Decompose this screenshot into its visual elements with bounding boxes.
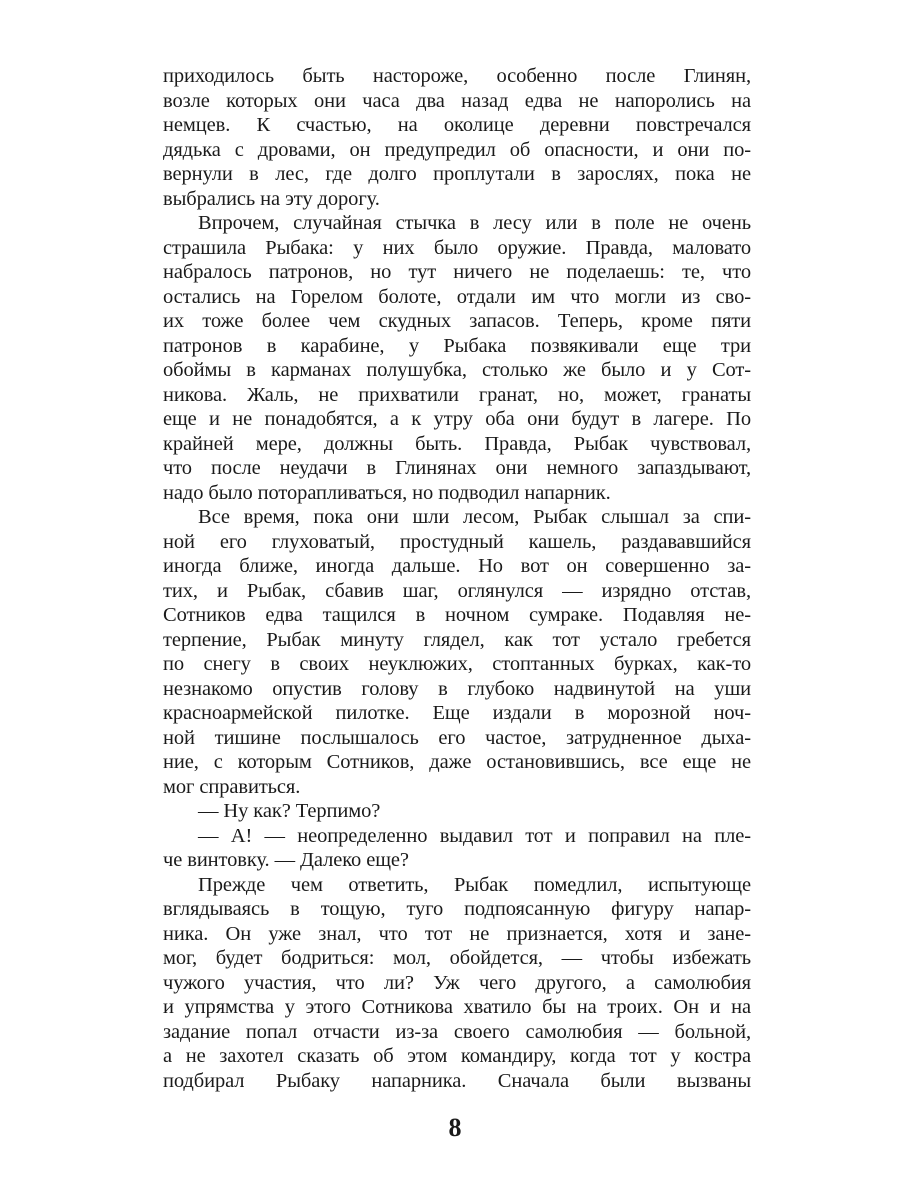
text-line: ние, с которым Сотников, даже остановившись, все еще не <box>163 751 751 773</box>
text-line: обоймы в карманах полушубка, столько же было и у Сот- <box>163 359 751 381</box>
text-line: — Ну как? Терпимо? <box>198 800 381 822</box>
text-line: Все время, пока они шли лесом, Рыбак слышал за спи- <box>198 506 751 528</box>
body-text <box>163 64 751 1093</box>
text-line: Прежде чем ответить, Рыбак помедлил, испытующе <box>198 873 751 896</box>
text-line: вернули в лес, где долго проплутали в зарослях, пока не <box>163 163 751 185</box>
text-line: дядька с дровами, он предупредил об опасности, и они по- <box>163 138 751 161</box>
text-line: вглядываясь в тощую, туго подпоясанную фигуру напар- <box>163 898 751 920</box>
text-line: че винтовку. — Далеко еще? <box>163 849 409 871</box>
text-line: мог, будет бодриться: мол, обойдется, — чтобы избежать <box>163 947 751 969</box>
text-line: выбрались на эту дорогу. <box>163 187 380 210</box>
text-line: иногда ближе, иногда дальше. Но вот он совершенно за- <box>163 555 751 577</box>
text-line: страшила Рыбака: у них было оружие. Правда, маловато <box>163 236 751 259</box>
text-line: что после неудачи в Глинянах они немного запаздывают, <box>163 457 751 479</box>
text-line: незнакомо опустив голову в глубоко надвинутой на уши <box>163 677 751 700</box>
text-line: терпение, Рыбак минуту глядел, как тот устало гребется <box>163 628 751 651</box>
text-line: возле которых они часа два назад едва не напоролись на <box>163 89 751 112</box>
text-line: крайней мере, должны быть. Правда, Рыбак чувствовал, <box>163 432 751 455</box>
text-line: красноармейской пилотке. Еще издали в морозной ноч- <box>163 702 751 724</box>
text-line: никова. Жаль, не прихватили гранат, но, может, гранаты <box>163 383 751 406</box>
text-line: ника. Он уже знал, что тот не признается, хотя и зане- <box>163 922 751 945</box>
text-line: немцев. К счастью, на околице деревни повстречался <box>163 114 751 136</box>
text-line: еще и не понадобятся, а к утру оба они будут в лагере. По <box>163 408 751 430</box>
text-line: патронов в карабине, у Рыбака позвякивали еще три <box>163 334 751 357</box>
text-line: чужого участия, что ли? Уж чего другого, а самолюбия <box>163 971 751 994</box>
text-line: а не захотел сказать об этом командиру, когда тот у костра <box>163 1045 751 1067</box>
text-line: надо было поторапливаться, но подводил напарник. <box>163 481 611 504</box>
text-line: приходилось быть настороже, особенно после Глинян, <box>163 65 751 87</box>
text-line: ной тишине послышалось его частое, затрудненное дыха- <box>163 726 751 749</box>
text-line: набралось патронов, но тут ничего не поделаешь: те, что <box>163 261 751 283</box>
text-line: мог справиться. <box>163 775 301 798</box>
text-line: Сотников едва тащился в ночном сумраке. Подавляя не- <box>163 604 751 626</box>
text-line: тих, и Рыбак, сбавив шаг, оглянулся — изрядно отстав, <box>163 579 751 602</box>
page-number: 8 <box>448 1113 462 1142</box>
text-line: и упрямства у этого Сотникова хватило бы на троих. Он и на <box>163 996 751 1018</box>
text-line: по снегу в своих неуклюжих, стоптанных бурках, как-то <box>163 653 751 675</box>
text-line: — А! — неопределенно выдавил тот и поправил на пле- <box>198 824 751 847</box>
text-line: ной его глуховатый, простудный кашель, раздававшийся <box>163 530 751 553</box>
text-line: их тоже более чем скудных запасов. Теперь, кроме пяти <box>163 310 751 332</box>
text-line: подбирал Рыбаку напарника. Сначала были вызваны <box>163 1069 751 1092</box>
text-line: Впрочем, случайная стычка в лесу или в поле не очень <box>198 212 751 234</box>
text-line: остались на Горелом болоте, отдали им что могли из сво- <box>163 285 751 308</box>
text-line: задание попал отчасти из-за своего самолюбия — больной, <box>163 1020 751 1043</box>
